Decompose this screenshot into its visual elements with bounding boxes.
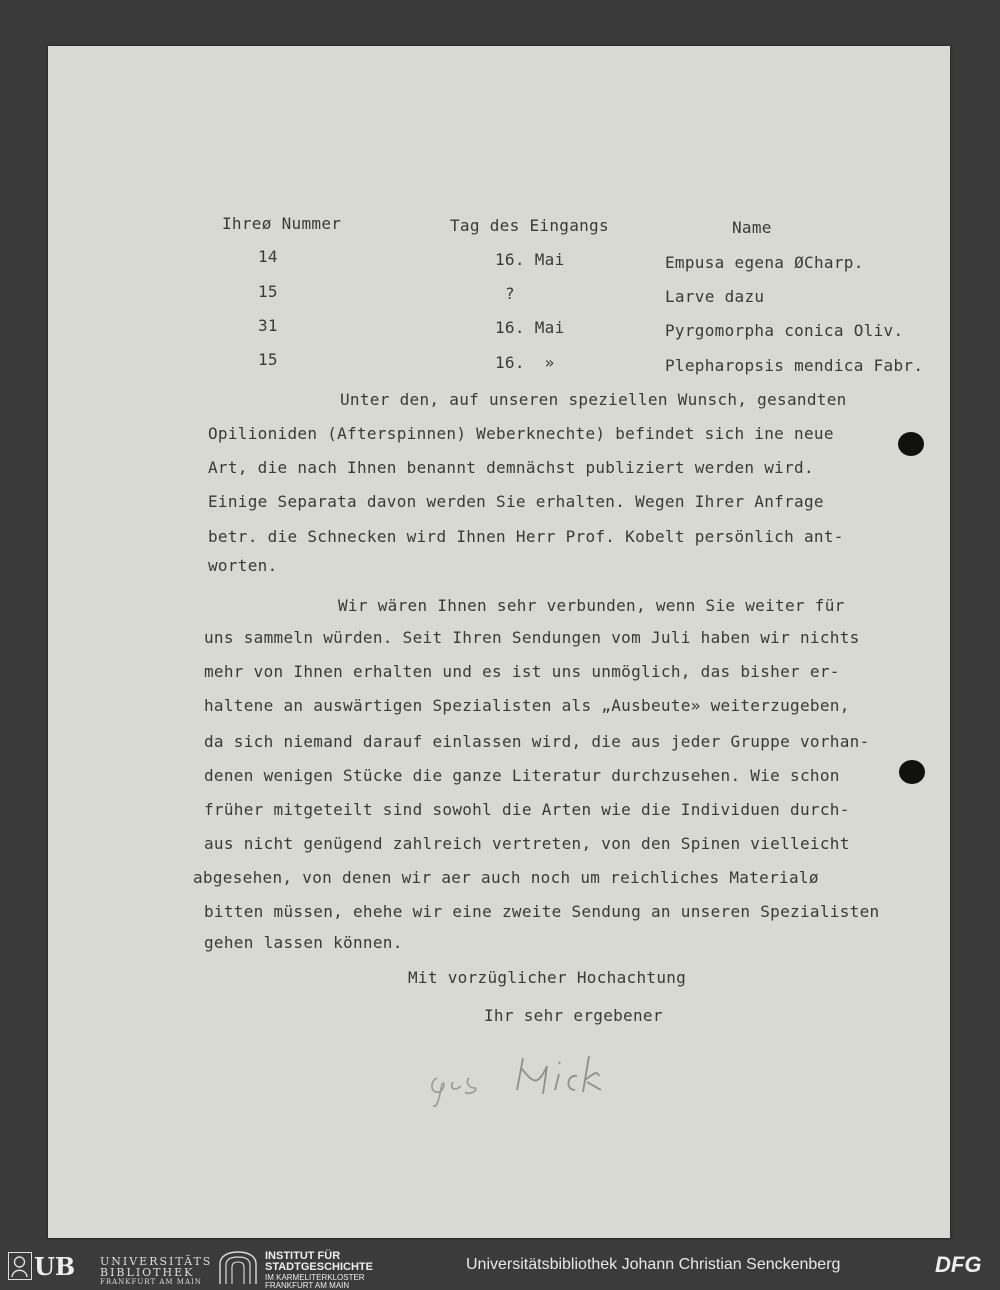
handwritten-signature <box>425 1048 615 1112</box>
table-row-4-tag: 16. » <box>495 353 555 372</box>
ub-line-2: BIBLIOTHEK <box>100 1266 195 1279</box>
table-row-2-name: Larve dazu <box>665 287 765 306</box>
ist-line-3: IM KARMELITERKLOSTER <box>265 1273 365 1282</box>
table-row-2-nummer: 15 <box>258 282 278 301</box>
paragraph-2-line-8: aus nicht genügend zahlreich vertreten, von den Spinen vielleicht <box>204 834 850 853</box>
table-header-name: Name <box>732 218 772 237</box>
table-row-2-tag: ? <box>505 284 515 303</box>
punch-hole-top <box>898 432 924 456</box>
paragraph-1-line-2: Opilioniden (Afterspinnen) Weberknechte) befindet sich ine neue <box>208 424 834 443</box>
ub-line-1: UNIVERSITÄTS <box>100 1255 213 1268</box>
paragraph-2-line-10: bitten müssen, ehehe wir eine zweite Sendung an unseren Spezialisten <box>204 902 880 921</box>
table-row-4-nummer: 15 <box>258 350 278 369</box>
ub-portrait-icon <box>8 1252 32 1280</box>
paragraph-2-line-2: uns sammeln würden. Seit Ihren Sendungen vom Juli haben wir nichts <box>204 628 860 647</box>
closing-line-1: Mit vorzüglicher Hochachtung <box>408 968 687 987</box>
institute-arch-icon <box>218 1250 258 1284</box>
table-row-1-nummer: 14 <box>258 247 278 266</box>
paragraph-1-line-5: betr. die Schnecken wird Ihnen Herr Prof. Kobelt persönlich ant- <box>208 527 844 546</box>
table-row-3-nummer: 31 <box>258 316 278 335</box>
table-row-1-name: Empusa egena ØCharp. <box>665 253 864 272</box>
paragraph-2-line-6: denen wenigen Stücke die ganze Literatur durchzusehen. Wie schon <box>204 766 840 785</box>
ub-logo: UB <box>34 1252 76 1281</box>
paragraph-2-line-1: Wir wären Ihnen sehr verbunden, wenn Sie weiter für <box>338 596 845 615</box>
paragraph-1-line-1: Unter den, auf unseren speziellen Wunsch, gesandten <box>340 390 847 409</box>
table-header-tag: Tag des Eingangs <box>450 216 609 235</box>
table-row-1-tag: 16. Mai <box>495 250 565 269</box>
paragraph-2-line-4: haltene an auswärtigen Spezialisten als „Ausbeute» weiterzugeben, <box>204 696 850 715</box>
paragraph-2-line-9: abgesehen, von denen wir aer auch noch um reichliches Materialø <box>193 868 819 887</box>
paragraph-1-line-6: worten. <box>208 556 278 575</box>
ub-line-3: FRANKFURT AM MAIN <box>100 1278 202 1286</box>
closing-line-2: Ihr sehr ergebener <box>484 1006 663 1025</box>
paragraph-2-line-5: da sich niemand darauf einlassen wird, die aus jeder Gruppe vorhan- <box>204 732 870 751</box>
paragraph-1-line-3: Art, die nach Ihnen benannt demnächst publiziert werden wird. <box>208 458 814 477</box>
punch-hole-bottom <box>899 760 925 784</box>
paragraph-2-line-11: gehen lassen können. <box>204 933 403 952</box>
ist-line-4: FRANKFURT AM MAIN <box>265 1281 350 1290</box>
ist-line-1: INSTITUT FÜR <box>265 1250 341 1262</box>
table-header-nummer: Ihreø Nummer <box>222 214 342 233</box>
paragraph-2-line-3: mehr von Ihnen erhalten und es ist uns unmöglich, das bisher er- <box>204 662 840 681</box>
table-row-3-tag: 16. Mai <box>495 318 565 337</box>
paragraph-1-line-4: Einige Separata davon werden Sie erhalten. Wegen Ihrer Anfrage <box>208 492 824 511</box>
table-row-3-name: Pyrgomorpha conica Oliv. <box>665 321 904 340</box>
dfg-logo: DFG <box>935 1252 982 1277</box>
paragraph-2-line-7: früher mitgeteilt sind sowohl die Arten wie die Individuen durch- <box>204 800 850 819</box>
table-row-4-name: Plepharopsis mendica Fabr. <box>665 356 924 375</box>
ist-line-2: STADTGESCHICHTE <box>265 1261 373 1273</box>
library-name: Universitätsbibliothek Johann Christian Senckenberg <box>466 1256 841 1273</box>
